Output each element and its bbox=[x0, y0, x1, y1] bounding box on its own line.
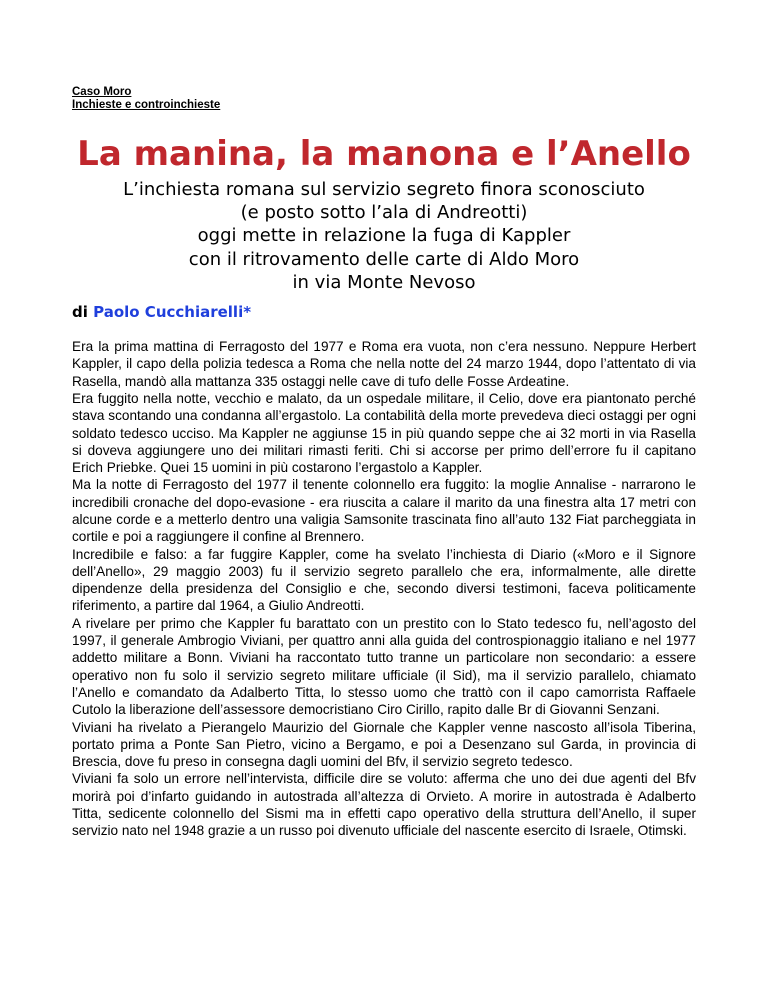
body-paragraph: Viviani ha rivelato a Pierangelo Maurizio del Giornale che Kappler venne nascosto all’isola Tiberina, portato prima a Ponte San Pietro, vicino a Bergamo, e poi a Desenzano sul Garda, in provincia di Brescia, dove fu preso in consegna dagli uomini del Bfv, il servizio segreto tedesco. bbox=[72, 719, 696, 770]
article-body bbox=[72, 338, 696, 840]
subtitle-line: L’inchiesta romana sul servizio segreto finora sconosciuto bbox=[123, 179, 645, 200]
body-paragraph: A rivelare per primo che Kappler fu barattato con un prestito con lo Stato tedesco fu, nell’agosto del 1997, il generale Ambrogio Viviani, per quattro anni alla guida del controspionaggio italiano e nel 1977 addetto militare a Bonn. Viviani ha raccontato tutto tranne un particolare non secondario: a essere operativo non fu solo il servizio segreto militare ufficiale (il Sid), ma il servizio parallelo, chiamato l’Anello e comandato da Adalberto Titta, lo stesso uomo che trattò con il capo camorrista Raffaele Cutolo la liberazione dell’assessore democristiano Ciro Cirillo, rapito dalle Br di Giovanni Senzani. bbox=[72, 615, 696, 718]
byline bbox=[72, 302, 696, 322]
subtitle-line: oggi mette in relazione la fuga di Kappler bbox=[197, 225, 571, 247]
subsection-link[interactable]: Inchieste e controinchieste bbox=[72, 99, 221, 111]
body-paragraph: Viviani fa solo un errore nell’intervista, difficile dire se voluto: afferma che uno dei due agenti del Bfv morirà poi d’infarto guidando in autostrada all’altezza di Orvieto. A morire in autostrada è Adalberto Titta, sedicente colonnello del Sismi ma in effetti capo operativo della struttura dell’Anello, il super servizio nato nel 1948 grazie a un russo poi divenuto ufficiale del nascente esercito di Israele, Otimski. bbox=[72, 771, 696, 839]
section-link[interactable]: Caso Moro bbox=[72, 86, 132, 98]
article-subtitle bbox=[72, 178, 696, 294]
author-name[interactable]: Paolo Cucchiarelli* bbox=[93, 303, 252, 322]
article-title: La manina, la manona e l’Anello bbox=[77, 134, 691, 174]
body-paragraph: Ma la notte di Ferragosto del 1977 il tenente colonnello era fuggito: la moglie Annalise - narrarono le incredibili cronache del dopo-evasione - era riuscita a calare il marito da una finestra alta 17 metri con alcune corde e a metterlo dentro una valigia Samsonite trascinata fino all’auto 132 Fiat parcheggiata in cortile e poi a raggiungere il confine al Brennero. bbox=[72, 477, 696, 545]
article-page bbox=[72, 86, 696, 840]
body-paragraph: Incredibile e falso: a far fuggire Kappler, come ha svelato l’inchiesta di Diario («Moro e il Signore dell’Anello», 29 maggio 2003) fu il servizio segreto parallelo che era, informalmente, alle dirette dipendenze della presidenza del Consiglio e che, secondo diversi testimoni, faceva politicamente riferimento, a partire dal 1964, a Giulio Andreotti. bbox=[72, 546, 696, 614]
subtitle-line: (e posto sotto l’ala di Andreotti) bbox=[240, 202, 528, 224]
byline-prefix: di bbox=[72, 303, 88, 322]
subtitle-line: in via Monte Nevoso bbox=[292, 271, 476, 293]
body-paragraph: Era fuggito nella notte, vecchio e malato, da un ospedale militare, il Celio, dove era piantonato perché stava scontando una condanna all’ergastolo. La contabilità della morte prevedeva dieci ostaggi per ogni soldato tedesco ucciso. Ma Kappler ne aggiunse 15 in più quando seppe che ai 32 morti in via Rasella si doveva aggiungere uno dei militari rimasti feriti. Chi si accorse per primo dell’errore fu il capitano Erich Priebke. Quei 15 uomini in più costarono l’ergastolo a Kappler. bbox=[72, 390, 696, 476]
subtitle-line: con il ritrovamento delle carte di Aldo Moro bbox=[188, 248, 580, 270]
body-paragraph: Era la prima mattina di Ferragosto del 1977 e Roma era vuota, non c’era nessuno. Neppure Herbert Kappler, il capo della polizia tedesca a Roma che nella notte del 24 marzo 1944, dopo l’attentato di via Rasella, mandò alla mattanza 335 ostaggi nelle cave di tufo delle Fosse Ardeatine. bbox=[72, 339, 696, 389]
